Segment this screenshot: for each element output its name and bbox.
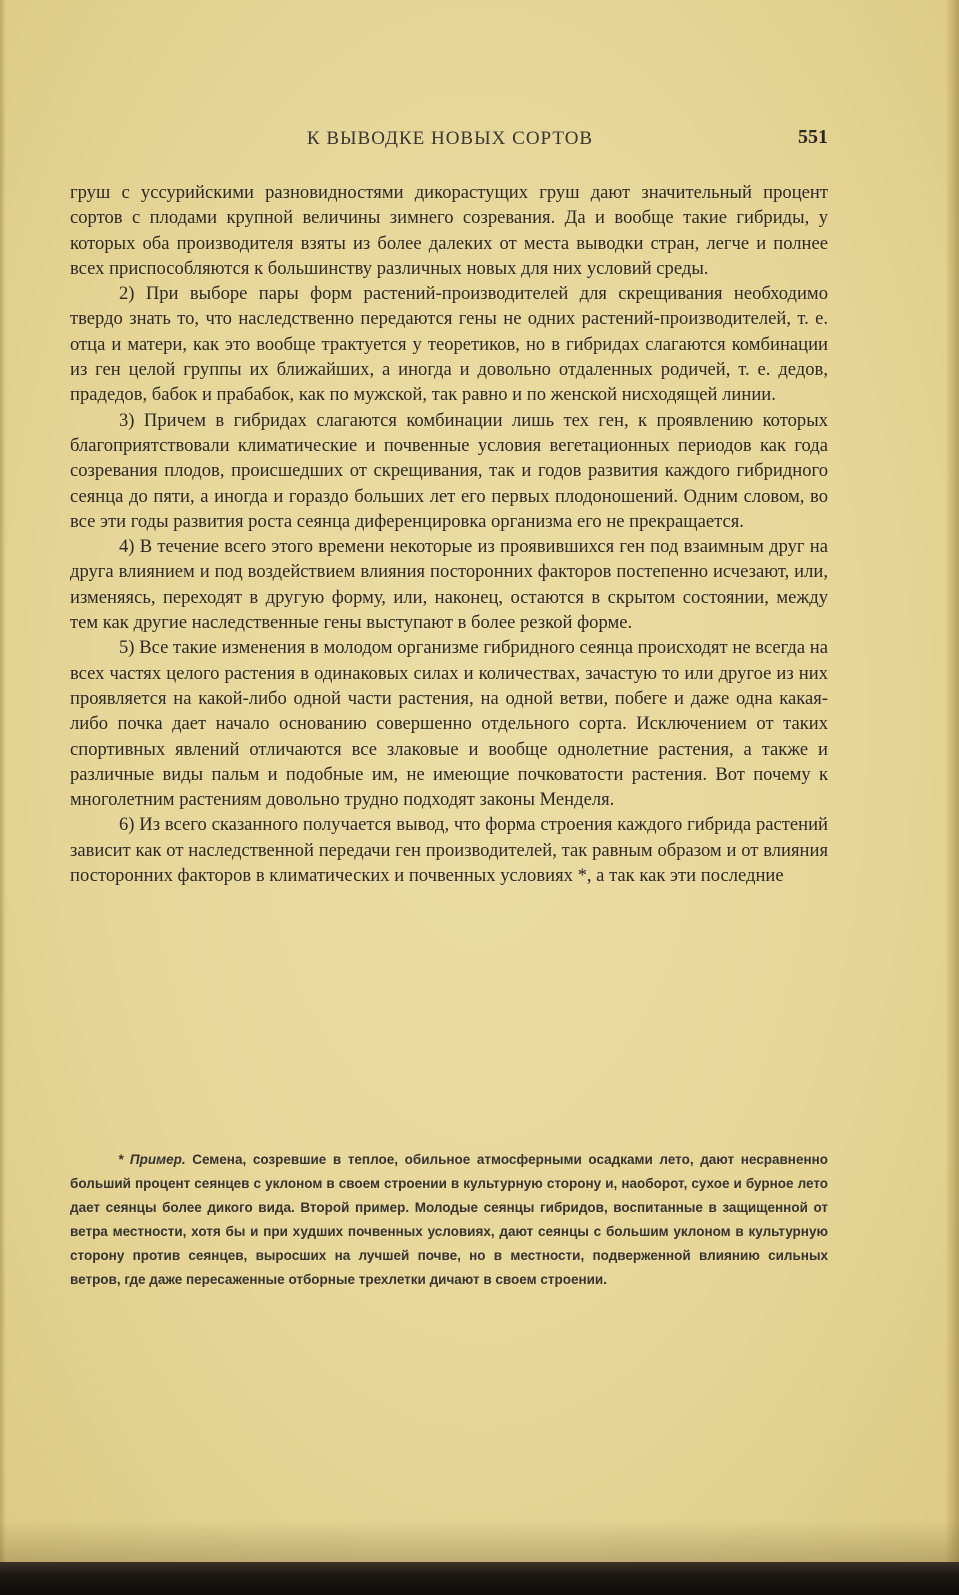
body-text [70, 180, 828, 888]
footnote-text: Семена, созревшие в теплое, обильное атмосферными осадками лето, дают несравненно больший процент сеянцев с уклоном в своем строении в культурную сторону и, наоборот, сухое и бурное лето дает сеянцы более дикого вида. Второй пример. Молодые сеянцы гибридов, воспитанные в защищенной от ветра местности, хотя бы и при худших почвенных условиях, дают сеянцы с большим уклоном в культурную сторону против сеянцев, выросших на лучшей почве, но в местности, подверженной влиянию сильных ветров, где даже пересаженные отборные трехлетки дичают в своем строении. [70, 1152, 828, 1287]
page-number: 551 [798, 126, 828, 148]
paragraph-point-6: 6) Из всего сказанного получается вывод, что форма строения каждого гибрида растений зависит как от наследственной передачи ген производителей, так равным образом и от влияния посторонних факторов в климатических и почвенных условиях *, а так как эти последние [70, 814, 828, 887]
paragraph-continuation: груш с уссурийскими разновидностями дикорастущих груш дают значительный процент сортов с плодами крупной величины зимнего созревания. Да и вообще такие гибриды, у которых оба производителя взяты из более далеких от места выводки стран, легче и полнее всех приспособляются к большинству различных новых для них условий среды. [70, 182, 828, 279]
paragraph-point-4: 4) В течение всего этого времени некоторые из проявившихся ген под взаимным друг на друга влиянием и под воздействием влияния посторонних факторов постепенно исчезают, или, изменяясь, переходят в другую форму, или, наконец, остаются в скрытом состоянии, между тем как другие наследственные гены выступают в более резкой форме. [70, 536, 828, 634]
paragraph-point-3: 3) Причем в гибридах слагаются комбинации лишь тех ген, к проявлению которых благоприятствовали климатические и почвенные условия вегетационных периодов как года созревания плодов, происшедших от скрещивания, так и годов развития каждого гибридного сеянца до пяти, а иногда и гораздо больших лет его первых плодоношений. Одним словом, во все эти годы развития роста сеянца диференцировка организма его не прекращается. [70, 409, 828, 532]
footnote-label: * Пример. [118, 1152, 186, 1167]
running-title: К ВЫВОДКЕ НОВЫХ СОРТОВ [306, 128, 594, 149]
page-right-edge-shadow [945, 0, 959, 1595]
scan-bottom-shadow [0, 1562, 959, 1595]
footnote-paragraph [70, 1148, 828, 1292]
page-left-edge-shadow [0, 0, 6, 1595]
paragraph-point-2: 2) При выборе пары форм растений-производителей для скрещивания необходимо твердо знать то, что наследственно передаются гены не одних растений-производителей, т. е. отца и матери, как это вообще трактуется у теоретиков, но в гибридах слагаются комбинации из ген целой группы их ближайших, а иногда и довольно отдаленных родичей, т. е. дедов, прадедов, бабок и прабабок, как по мужской, так равно и по женской нисходящей линии. [70, 283, 828, 406]
paragraph-point-5: 5) Все такие изменения в молодом организме гибридного сеянца происходят не всегда на всех частях целого растения в одинаковых силах и количествах, зачастую то или другое из них проявляется на какой-либо одной части растения, на одной ветви, побеге и даже одна какая-либо почка дает начало основанию совершенно отдельного сорта. Исключением от таких спортивных явлений отличаются все злаковые и вообще однолетние растения, а также и различные виды пальм и подобные им, не имеющие почковатости растения. Вот почему к многолетним растениям довольно трудно подходят законы Менделя. [70, 637, 828, 811]
footnote [70, 1148, 828, 1292]
running-head [72, 128, 828, 156]
bottom-fade [0, 1520, 959, 1562]
